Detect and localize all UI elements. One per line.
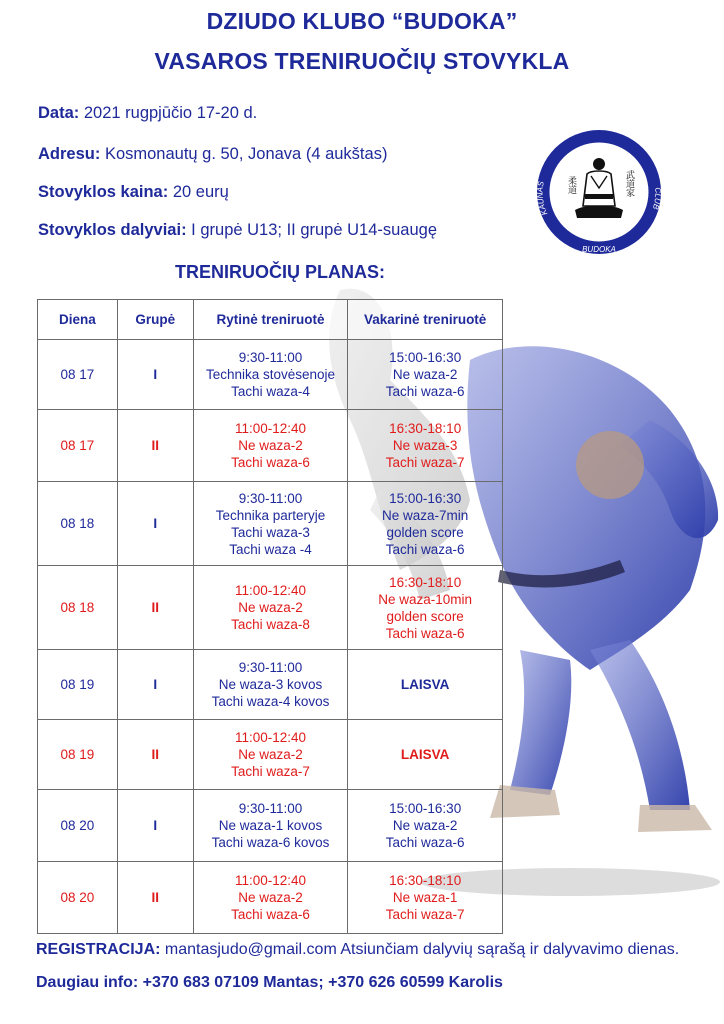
morning-line: Ne waza-2 (238, 438, 303, 453)
table-row (38, 340, 503, 410)
evening-line: Tachi waza-6 (385, 541, 465, 557)
evening-line: Ne waza-3 (392, 438, 458, 453)
table-row (38, 650, 503, 720)
morning-line: Tachi waza-6 (231, 907, 310, 922)
registration-label: REGISTRACIJA: (36, 941, 161, 958)
evening-line: 15:00-16:30 (389, 350, 462, 365)
morning-line: 11:00-12:40 (234, 730, 307, 745)
cell-day: 08 17 (38, 410, 118, 482)
cell-morning (193, 790, 348, 862)
morning-line: 9:30-11:00 (238, 801, 303, 816)
morning-line: Tachi waza-4 kovos (211, 694, 330, 709)
cell-evening (348, 720, 503, 790)
morning-line: Ne waza-2 (238, 600, 303, 615)
morning-line: 11:00-12:40 (234, 421, 307, 436)
evening-line: 16:30-18:10 (389, 421, 462, 436)
header-morning: Rytinė treniruotė (193, 300, 348, 340)
logo-top-text: JUDO (585, 141, 613, 154)
cell-group: I (117, 340, 193, 410)
evening-line: Tachi waza-7 (385, 455, 465, 470)
cell-day: 08 19 (38, 720, 118, 790)
cell-group: II (117, 566, 193, 650)
info-price-label: Stovyklos kaina: (38, 183, 169, 201)
morning-line: Tachi waza -4 (229, 541, 312, 557)
cell-morning (193, 482, 348, 566)
evening-line: 16:30-18:10 (389, 873, 462, 888)
cell-day: 08 18 (38, 566, 118, 650)
morning-line: Technika stovėsenoje (205, 367, 336, 382)
info-address-value: Kosmonautų g. 50, Jonava (4 aukštas) (104, 145, 388, 163)
evening-line: Ne waza-2 (392, 367, 458, 382)
morning-line: Tachi waza-3 (231, 524, 310, 540)
logo-left-text: KAUNAS (535, 180, 550, 217)
registration-note: Atsiunčiam dalyvių sąrašą ir dalyvavimo dienas. (340, 941, 680, 958)
morning-line: Ne waza-2 (238, 890, 303, 905)
info-date (38, 104, 257, 123)
cell-day: 08 17 (38, 340, 118, 410)
evening-line: golden score (386, 524, 464, 540)
club-logo (535, 128, 663, 256)
more-info-line: Daugiau info: +370 683 07109 Mantas; +370 626 60599 Karolis (36, 974, 503, 991)
cell-morning (193, 650, 348, 720)
cell-day: 08 20 (38, 790, 118, 862)
cell-evening (348, 410, 503, 482)
info-price (38, 183, 229, 202)
cell-group: I (117, 650, 193, 720)
cell-group: I (117, 482, 193, 566)
info-participants-value: I grupė U13; II grupė U14-suaugę (191, 221, 437, 239)
logo-right-text: CLUB (650, 187, 663, 211)
cell-morning (193, 566, 348, 650)
info-date-label: Data: (38, 104, 80, 122)
table-row (38, 410, 503, 482)
table-header-row (38, 300, 503, 340)
morning-line: Tachi waza-8 (231, 617, 310, 632)
morning-line: Tachi waza-6 (231, 455, 310, 470)
logo-bottom-text: BUDOKA (582, 245, 616, 254)
morning-line: Ne waza-3 kovos (218, 677, 323, 692)
info-participants-label: Stovyklos dalyviai: (38, 221, 187, 239)
header-group: Grupė (117, 300, 193, 340)
cell-day: 08 20 (38, 862, 118, 934)
evening-line: 16:30-18:10 (389, 574, 462, 590)
cell-evening (348, 650, 503, 720)
info-participants (38, 221, 437, 240)
evening-line: Tachi waza-7 (385, 907, 465, 922)
registration-email[interactable]: mantasjudo@gmail.com (164, 941, 337, 958)
evening-line: Ne waza-1 (392, 890, 458, 905)
logo-kanji-right: 武道家 (624, 170, 634, 197)
evening-line: 15:00-16:30 (389, 801, 462, 816)
morning-line: 9:30-11:00 (238, 660, 303, 675)
morning-line: 11:00-12:40 (234, 873, 307, 888)
info-price-value: 20 eurų (172, 183, 229, 201)
evening-line: Tachi waza-6 (385, 835, 465, 850)
cell-evening (348, 566, 503, 650)
morning-line: 9:30-11:00 (238, 350, 303, 365)
page-title: DZIUDO KLUBO “BUDOKA” (206, 8, 518, 34)
header-evening: Vakarinė treniruotė (348, 300, 503, 340)
morning-line: Technika parteryje (215, 507, 326, 523)
cell-evening (348, 340, 503, 410)
morning-line: 9:30-11:00 (238, 490, 303, 506)
cell-day: 08 18 (38, 482, 118, 566)
table-row (38, 790, 503, 862)
table-row (38, 720, 503, 790)
cell-morning (193, 410, 348, 482)
morning-line: 11:00-12:40 (234, 583, 307, 598)
cell-morning (193, 720, 348, 790)
info-address-label: Adresu: (38, 145, 101, 163)
evening-line: Tachi waza-6 (385, 384, 465, 399)
evening-line: golden score (386, 608, 464, 624)
info-date-value: 2021 rugpjūčio 17-20 d. (83, 104, 258, 122)
logo-kanji-left: 柔道 (566, 176, 576, 194)
cell-evening (348, 790, 503, 862)
morning-line: Tachi waza-7 (231, 764, 310, 779)
evening-line: 15:00-16:30 (389, 490, 462, 506)
header-day: Diena (38, 300, 118, 340)
training-plan-table (37, 299, 503, 934)
cell-evening (348, 482, 503, 566)
morning-line: Ne waza-1 kovos (218, 818, 323, 833)
cell-group: I (117, 790, 193, 862)
cell-evening (348, 862, 503, 934)
cell-morning (193, 340, 348, 410)
info-address (38, 145, 387, 164)
evening-line: Ne waza-7min (382, 507, 469, 523)
cell-day: 08 19 (38, 650, 118, 720)
morning-line: Tachi waza-4 (231, 384, 310, 399)
evening-line: Ne waza-2 (392, 818, 458, 833)
cell-morning (193, 862, 348, 934)
evening-line: LAISVA (400, 677, 450, 692)
page-subtitle: VASAROS TRENIRUOČIŲ STOVYKLA (154, 48, 570, 74)
evening-line: LAISVA (400, 747, 450, 762)
cell-group: II (117, 720, 193, 790)
morning-line: Tachi waza-6 kovos (211, 835, 330, 850)
cell-group: II (117, 410, 193, 482)
table-row (38, 482, 503, 566)
plan-title: TRENIRUOČIŲ PLANAS: (175, 262, 385, 282)
evening-line: Ne waza-10min (378, 591, 473, 607)
registration-line (36, 941, 679, 959)
evening-line: Tachi waza-6 (385, 625, 465, 641)
morning-line: Ne waza-2 (238, 747, 303, 762)
table-row (38, 862, 503, 934)
cell-group: II (117, 862, 193, 934)
table-row (38, 566, 503, 650)
